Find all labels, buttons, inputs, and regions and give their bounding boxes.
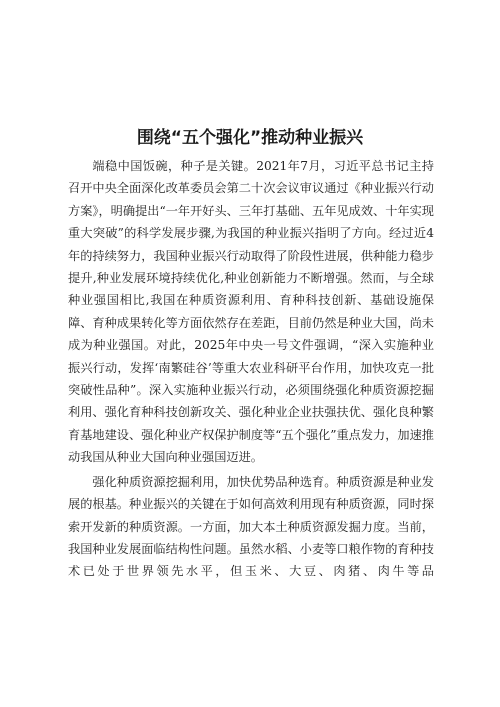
document-body xyxy=(68,155,434,583)
paragraph-intro: 端稳中国饭碗，种子是关键。2021年7月，习近平总书记主持召开中央全面深化改革委员会第二十次会议审议通过《种业振兴行动方案》，明确提出“一年开好头、三年打基础、五年见成效、十年实现重大突破”的科学发展步骤,为我国的种业振兴指明了方向。经过近4年的持续努力，我国种业振兴行动取得了阶段性进展，供种能力稳步提升,种业发展环境持续优化,种业创新能力不断增强。然而，与全球种业强国相比,我国在种质资源利用、育种科技创新、基础设施保障、育种成果转化等方面依然存在差距，目前仍然是种业大国，尚未成为种业强国。对此，2025年中央一号文件强调，“深入实施种业振兴行动，发挥‘南繁硅谷’等重大农业科研平台作用，加快攻克一批突破性品种”。深入实施种业振兴行动，必须围绕强化种质资源挖掘利用、强化育种科技创新攻关、强化种业企业扶强扶优、强化良种繁育基地建设、强化种业产权保护制度等“五个强化”重点发力，加速推动我国从种业大国向种业强国迈进。 xyxy=(68,159,434,465)
document-title: 围绕“五个强化”推动种业振兴 xyxy=(136,128,364,148)
paragraph-germplasm: 强化种质资源挖掘利用，加快优势品种选育。种质资源是种业发展的根基。种业振兴的关键在于如何高效利用现有种质资源，同时探索开发新的种质资源。一方面，加大本土种质资源发掘力度。当前，我国种业发展面临结构性问题。虽然水稻、小麦等口粮作物的育种技术已处于世界领先水平，但玉米、大豆、肉猪、肉牛等品 xyxy=(68,474,434,579)
